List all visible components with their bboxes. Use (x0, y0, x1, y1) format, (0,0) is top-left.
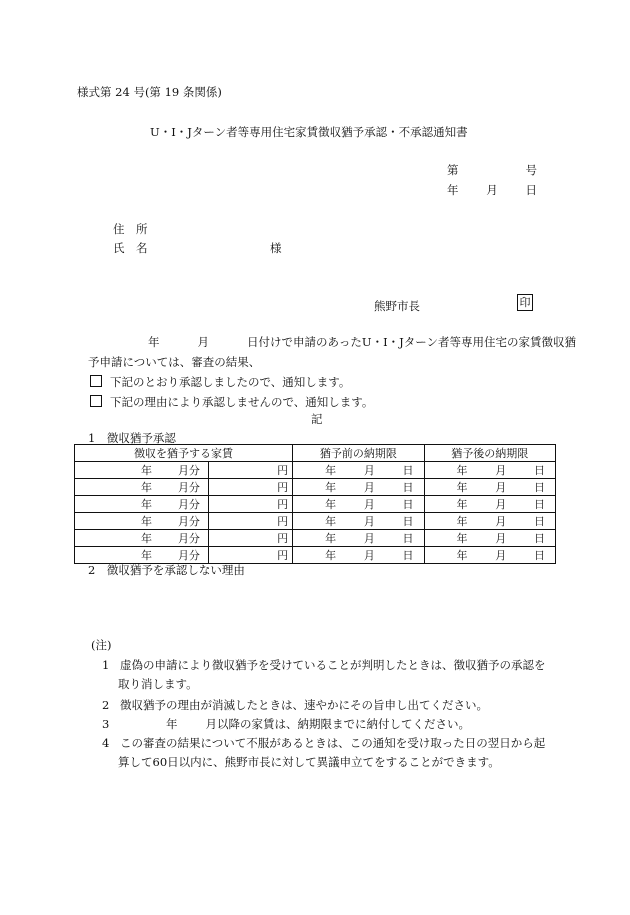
before-day: 日 (402, 464, 414, 477)
header-rent: 徴収を猶予する家賃 (75, 445, 293, 462)
number-suffix: 号 (525, 163, 537, 177)
rent-yen: 円 (277, 532, 289, 545)
after-month: 月 (495, 464, 507, 477)
before-day: 日 (402, 532, 414, 545)
before-due-cell[interactable] (293, 462, 424, 479)
rent-yen: 円 (277, 481, 289, 494)
before-month: 月 (363, 464, 375, 477)
rent-year: 年 (141, 515, 152, 528)
rent-yen: 円 (277, 464, 289, 477)
table-row (75, 479, 556, 496)
name-label: 氏 名 (113, 241, 148, 255)
header-before-due: 猶予前の納期限 (293, 445, 424, 462)
address-label: 住 所 (113, 222, 148, 236)
rent-month-cell[interactable] (75, 479, 209, 496)
approve-option-label: 下記のとおり承認しましたので、通知します。 (110, 375, 351, 389)
note-1-text: 虚偽の申請により徴収猶予を受けていることが判明したときは、徴収猶予の承認を (120, 658, 546, 672)
after-year: 年 (456, 481, 468, 494)
before-year: 年 (325, 515, 337, 528)
rent-amount-cell[interactable] (208, 479, 292, 496)
rent-amount-cell[interactable] (208, 547, 292, 564)
after-day: 日 (533, 464, 545, 477)
after-due-cell[interactable] (424, 530, 555, 547)
after-day: 日 (533, 498, 545, 511)
rent-amount-cell[interactable] (208, 513, 292, 530)
before-day: 日 (402, 549, 414, 562)
reject-checkbox[interactable] (90, 395, 102, 407)
before-year: 年 (325, 464, 337, 477)
note-2 (102, 697, 488, 713)
before-month: 月 (363, 515, 375, 528)
rent-yen: 円 (277, 498, 289, 511)
rent-month-cell[interactable] (75, 513, 209, 530)
after-month: 月 (495, 549, 507, 562)
rent-amount-cell[interactable] (208, 462, 292, 479)
rent-amount-cell[interactable] (208, 530, 292, 547)
before-year: 年 (325, 532, 337, 545)
table-row (75, 547, 556, 564)
table-row (75, 496, 556, 513)
after-due-cell[interactable] (424, 496, 555, 513)
note-4 (102, 735, 545, 751)
after-month: 月 (495, 532, 507, 545)
issuer-mayor: 熊野市長 (374, 299, 420, 313)
rent-yen: 円 (277, 549, 289, 562)
rent-year: 年 (141, 464, 152, 477)
before-month: 月 (363, 549, 375, 562)
rent-month-cell[interactable] (75, 496, 209, 513)
after-year: 年 (456, 549, 468, 562)
note-3 (102, 716, 470, 732)
rent-month: 月分 (177, 532, 200, 545)
rent-year: 年 (141, 498, 152, 511)
rent-month: 月分 (177, 515, 200, 528)
before-day: 日 (402, 515, 414, 528)
date-year: 年 (447, 183, 459, 197)
seal-box: 印 (517, 294, 533, 311)
after-year: 年 (456, 515, 468, 528)
after-month: 月 (495, 498, 507, 511)
ki-heading: 記 (311, 412, 323, 426)
body-line-1 (148, 334, 576, 350)
before-year: 年 (325, 549, 337, 562)
before-year: 年 (325, 498, 337, 511)
rent-month: 月分 (177, 498, 200, 511)
rent-month: 月分 (177, 549, 200, 562)
reject-option (90, 394, 373, 410)
body-line-2: 予申請については、審査の結果、 (88, 355, 261, 369)
approve-checkbox[interactable] (90, 375, 102, 387)
body-year: 年 (148, 335, 160, 349)
after-day: 日 (533, 481, 545, 494)
before-due-cell[interactable] (293, 496, 424, 513)
date-month: 月 (486, 183, 498, 197)
after-due-cell[interactable] (424, 479, 555, 496)
after-day: 日 (533, 549, 545, 562)
issue-date-line (447, 182, 537, 198)
before-year: 年 (325, 481, 337, 494)
after-year: 年 (456, 498, 468, 511)
note-3-text: 月以降の家賃は、納期限までに納付してください。 (205, 717, 470, 731)
notes-heading: (注) (91, 638, 112, 652)
note-2-number: 2 (102, 698, 110, 712)
note-2-text: 徴収猶予の理由が消滅したときは、速やかにその旨申し出てください。 (120, 698, 488, 712)
note-4-number: 4 (102, 736, 110, 750)
table-header-row (75, 445, 556, 462)
after-due-cell[interactable] (424, 547, 555, 564)
rent-month-cell[interactable] (75, 547, 209, 564)
note-1-continued: 取り消します。 (118, 677, 198, 691)
table-row (75, 530, 556, 547)
before-month: 月 (363, 532, 375, 545)
before-month: 月 (363, 498, 375, 511)
before-month: 月 (363, 481, 375, 494)
after-due-cell[interactable] (424, 462, 555, 479)
before-day: 日 (402, 481, 414, 494)
rent-amount-cell[interactable] (208, 496, 292, 513)
after-day: 日 (533, 532, 545, 545)
after-year: 年 (456, 464, 468, 477)
note-1-number: 1 (102, 658, 110, 672)
form-number: 様式第 24 号(第 19 条関係) (77, 85, 222, 99)
after-month: 月 (495, 515, 507, 528)
rent-month-cell[interactable] (75, 462, 209, 479)
section-2-heading: 2 徴収猶予を承認しない理由 (88, 563, 245, 577)
reject-option-label: 下記の理由により承認しませんので、通知します。 (110, 395, 374, 409)
rent-year: 年 (141, 532, 152, 545)
header-after-due: 猶予後の納期限 (424, 445, 555, 462)
body-month: 月 (197, 335, 209, 349)
rent-month: 月分 (177, 464, 200, 477)
rent-year: 年 (141, 549, 152, 562)
before-due-cell[interactable] (293, 479, 424, 496)
table-row (75, 462, 556, 479)
note-3-number: 3 (102, 717, 110, 731)
date-day: 日 (525, 183, 537, 197)
before-due-cell[interactable] (293, 513, 424, 530)
after-due-cell[interactable] (424, 513, 555, 530)
section-1-heading: 1 徴収猶予承認 (88, 431, 176, 445)
body-line-1-text: 日付けで申請のあったU・I・Jターン者等専用住宅の家賃徴収猶 (247, 335, 576, 349)
after-day: 日 (533, 515, 545, 528)
before-day: 日 (402, 498, 414, 511)
before-due-cell[interactable] (293, 547, 424, 564)
approve-option (90, 374, 350, 390)
grace-approval-table (74, 444, 556, 564)
after-month: 月 (495, 481, 507, 494)
rent-month: 月分 (177, 481, 200, 494)
note-4-text: この審査の結果について不服があるときは、この通知を受け取った日の翌日から起 (120, 736, 546, 750)
number-prefix: 第 (447, 163, 459, 177)
after-year: 年 (456, 532, 468, 545)
table-row (75, 513, 556, 530)
rent-month-cell[interactable] (75, 530, 209, 547)
rent-yen: 円 (277, 515, 289, 528)
note-3-year: 年 (166, 717, 178, 731)
document-number-line (447, 162, 537, 178)
document-title: U・I・Jターン者等専用住宅家賃徴収猶予承認・不承認通知書 (150, 125, 468, 139)
note-1 (102, 657, 546, 673)
before-due-cell[interactable] (293, 530, 424, 547)
rent-year: 年 (141, 481, 152, 494)
note-4-continued: 算して60日以内に、熊野市長に対して異議申立てをすることができます。 (118, 755, 500, 769)
honorific: 様 (270, 241, 282, 255)
